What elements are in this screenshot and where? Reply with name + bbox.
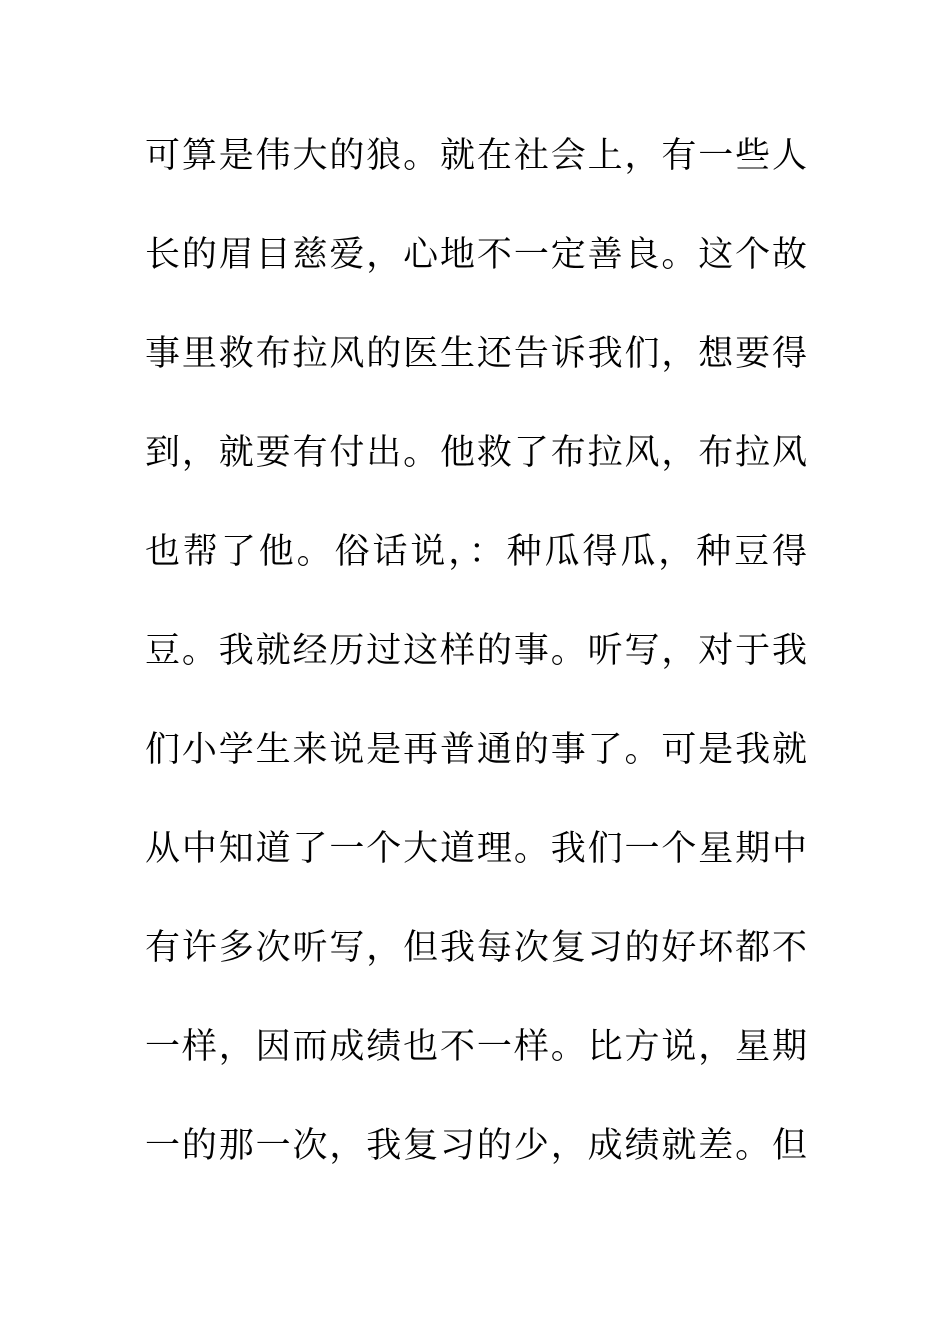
text-line-11: 一的那一次，我复习的少，成绩就差。但 xyxy=(145,1126,807,1166)
text-line-5: 也帮了他。俗话说，：种瓜得瓜，种豆得 xyxy=(145,532,807,572)
text-line-7: 们小学生来说是再普通的事了。可是我就 xyxy=(145,730,807,770)
text-line-9: 有许多次听写，但我每次复习的好坏都不 xyxy=(145,928,807,968)
text-line-8: 从中知道了一个大道理。我们一个星期中 xyxy=(145,829,807,869)
text-line-3: 事里救布拉风的医生还告诉我们，想要得 xyxy=(145,334,807,374)
text-line-6: 豆。我就经历过这样的事。听写，对于我 xyxy=(145,631,807,671)
text-line-4: 到，就要有付出。他救了布拉风，布拉风 xyxy=(145,433,807,473)
body-text xyxy=(145,124,807,1213)
text-line-2: 长的眉目慈爱，心地不一定善良。这个故 xyxy=(145,235,807,275)
text-line-1: 可算是伟大的狼。就在社会上，有一些人 xyxy=(145,136,807,176)
text-line-10: 一样，因而成绩也不一样。比方说，星期 xyxy=(145,1027,807,1067)
